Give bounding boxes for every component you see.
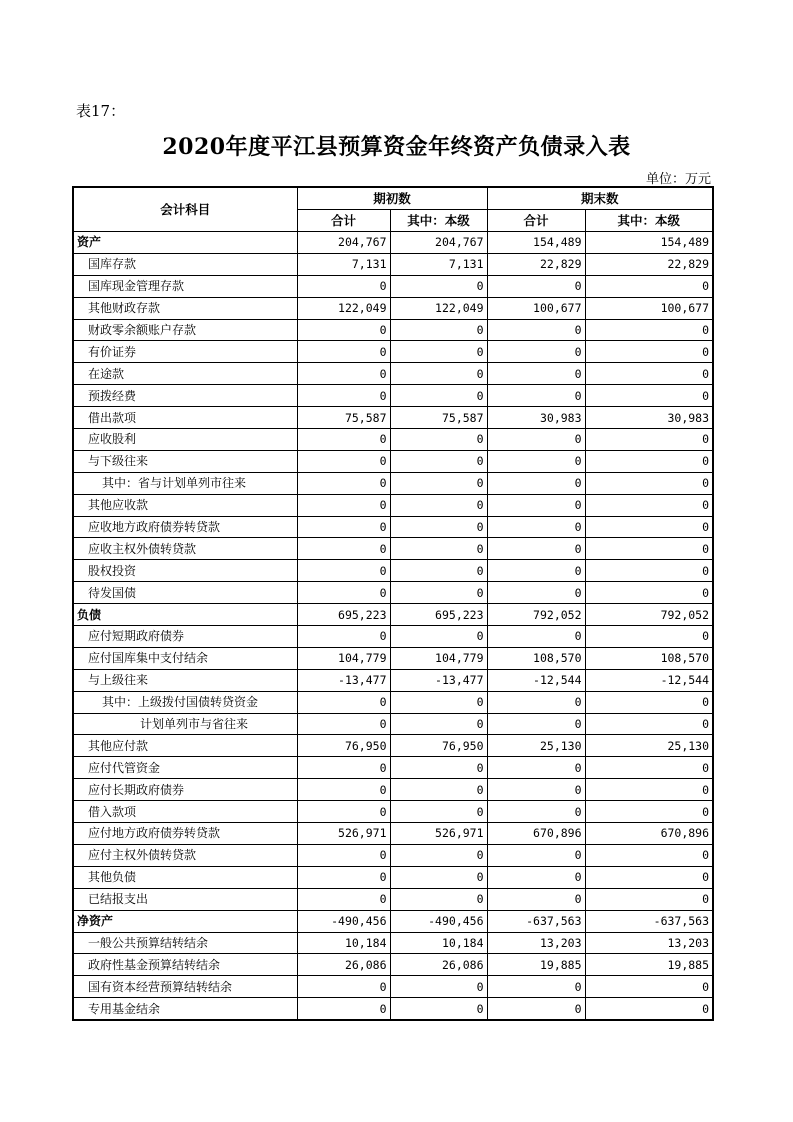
- table-row: [73, 450, 713, 472]
- row-label: 应付长期政府债券: [73, 779, 297, 801]
- table-row: [73, 779, 713, 801]
- closing-total-cell: 0: [487, 341, 585, 363]
- row-label: 国库现金管理存款: [73, 275, 297, 297]
- row-label: 与下级往来: [73, 450, 297, 472]
- row-label: 应收股利: [73, 429, 297, 451]
- opening-of-which-cell: -13,477: [390, 669, 487, 691]
- table-row: [73, 385, 713, 407]
- closing-of-which-cell: 0: [585, 516, 713, 538]
- closing-total-cell: 0: [487, 319, 585, 341]
- closing-total-cell: 0: [487, 779, 585, 801]
- opening-of-which-cell: 104,779: [390, 647, 487, 669]
- closing-of-which-cell: 0: [585, 779, 713, 801]
- closing-of-which-cell: 0: [585, 582, 713, 604]
- table-row: [73, 647, 713, 669]
- closing-of-which-cell: 0: [585, 976, 713, 998]
- row-label: 其中：上级拨付国债转贷资金: [73, 691, 297, 713]
- opening-of-which-cell: 0: [390, 363, 487, 385]
- row-label: 政府性基金预算结转结余: [73, 954, 297, 976]
- closing-total-cell: 0: [487, 691, 585, 713]
- opening-total-cell: 0: [297, 560, 390, 582]
- table-row: [73, 757, 713, 779]
- opening-of-which-cell: 0: [390, 976, 487, 998]
- opening-of-which-cell: 0: [390, 538, 487, 560]
- opening-total-cell: 0: [297, 844, 390, 866]
- opening-total-cell: 695,223: [297, 604, 390, 626]
- closing-total-cell: -12,544: [487, 669, 585, 691]
- opening-of-which-cell: 0: [390, 450, 487, 472]
- closing-of-which-cell: 0: [585, 801, 713, 823]
- closing-total-cell: 0: [487, 757, 585, 779]
- opening-of-which-cell: 0: [390, 275, 487, 297]
- row-label: 与上级往来: [73, 669, 297, 691]
- table-row: [73, 582, 713, 604]
- closing-of-which-cell: 0: [585, 429, 713, 451]
- closing-of-which-cell: 22,829: [585, 253, 713, 275]
- opening-of-which-cell: 0: [390, 494, 487, 516]
- opening-of-which-cell: 0: [390, 341, 487, 363]
- closing-of-which-cell: 0: [585, 538, 713, 560]
- table-row: [73, 341, 713, 363]
- opening-total-cell: 0: [297, 275, 390, 297]
- opening-total-cell: 0: [297, 429, 390, 451]
- table-row: [73, 516, 713, 538]
- closing-of-which-cell: -12,544: [585, 669, 713, 691]
- page-title: 2020年度平江县预算资金年终资产负债录入表: [162, 134, 631, 160]
- row-label: 净资产: [73, 910, 297, 932]
- table-row: [73, 888, 713, 910]
- table-row: [73, 253, 713, 275]
- opening-of-which-cell: 0: [390, 757, 487, 779]
- closing-total-cell: 0: [487, 844, 585, 866]
- opening-of-which-cell: 0: [390, 472, 487, 494]
- opening-total-cell: 7,131: [297, 253, 390, 275]
- row-label: 应付短期政府债券: [73, 626, 297, 648]
- closing-total-cell: 0: [487, 560, 585, 582]
- closing-of-which-cell: 0: [585, 691, 713, 713]
- table-row: [73, 713, 713, 735]
- closing-of-which-cell: 0: [585, 319, 713, 341]
- table-row: [73, 932, 713, 954]
- closing-total-cell: 0: [487, 998, 585, 1020]
- opening-of-which-cell: -490,456: [390, 910, 487, 932]
- row-label: 专用基金结余: [73, 998, 297, 1020]
- closing-total-cell: 13,203: [487, 932, 585, 954]
- opening-total-cell: 0: [297, 691, 390, 713]
- opening-of-which-cell: 0: [390, 713, 487, 735]
- header-opening: 期初数: [297, 187, 487, 210]
- table-row: [73, 626, 713, 648]
- table-row: [73, 472, 713, 494]
- row-label: 待发国债: [73, 582, 297, 604]
- closing-total-cell: 22,829: [487, 253, 585, 275]
- table-row: [73, 297, 713, 319]
- closing-total-cell: 30,983: [487, 407, 585, 429]
- opening-of-which-cell: 76,950: [390, 735, 487, 757]
- table-row: [73, 538, 713, 560]
- table-row: [73, 866, 713, 888]
- table-body: [73, 232, 713, 1021]
- header-closing: 期末数: [487, 187, 713, 210]
- opening-of-which-cell: 26,086: [390, 954, 487, 976]
- closing-total-cell: 108,570: [487, 647, 585, 669]
- closing-of-which-cell: 25,130: [585, 735, 713, 757]
- opening-total-cell: 526,971: [297, 823, 390, 845]
- closing-of-which-cell: 0: [585, 385, 713, 407]
- row-label: 其中：省与计划单列市往来: [73, 472, 297, 494]
- table-row: [73, 407, 713, 429]
- header-closing-total: 合计: [487, 210, 585, 232]
- balance-sheet-table: [72, 186, 714, 1021]
- opening-of-which-cell: 0: [390, 998, 487, 1020]
- table-row: [73, 844, 713, 866]
- closing-of-which-cell: 0: [585, 844, 713, 866]
- closing-of-which-cell: 0: [585, 363, 713, 385]
- table-row: [73, 823, 713, 845]
- closing-of-which-cell: 0: [585, 866, 713, 888]
- closing-total-cell: 0: [487, 801, 585, 823]
- closing-total-cell: -637,563: [487, 910, 585, 932]
- unit-label: 单位：万元: [645, 172, 711, 187]
- closing-of-which-cell: 13,203: [585, 932, 713, 954]
- table-row: [73, 998, 713, 1020]
- opening-of-which-cell: 0: [390, 582, 487, 604]
- opening-of-which-cell: 0: [390, 691, 487, 713]
- closing-total-cell: 0: [487, 275, 585, 297]
- table-row: [73, 429, 713, 451]
- opening-of-which-cell: 0: [390, 560, 487, 582]
- table-row: [73, 669, 713, 691]
- opening-of-which-cell: 75,587: [390, 407, 487, 429]
- closing-total-cell: 0: [487, 472, 585, 494]
- opening-of-which-cell: 0: [390, 626, 487, 648]
- closing-total-cell: 0: [487, 450, 585, 472]
- closing-of-which-cell: 0: [585, 757, 713, 779]
- closing-of-which-cell: 154,489: [585, 232, 713, 254]
- row-label: 已结报支出: [73, 888, 297, 910]
- closing-of-which-cell: 0: [585, 494, 713, 516]
- table-row: [73, 560, 713, 582]
- header-opening-total: 合计: [297, 210, 390, 232]
- closing-of-which-cell: 0: [585, 472, 713, 494]
- table-number: 表17：: [76, 102, 126, 120]
- opening-total-cell: 0: [297, 998, 390, 1020]
- closing-of-which-cell: 0: [585, 560, 713, 582]
- row-label: 资产: [73, 232, 297, 254]
- table-row: [73, 275, 713, 297]
- opening-total-cell: -490,456: [297, 910, 390, 932]
- table-row: [73, 735, 713, 757]
- row-label: 应付地方政府债券转贷款: [73, 823, 297, 845]
- row-label: 应收主权外债转贷款: [73, 538, 297, 560]
- opening-of-which-cell: 204,767: [390, 232, 487, 254]
- row-label: 计划单列市与省往来: [73, 713, 297, 735]
- closing-total-cell: 0: [487, 713, 585, 735]
- opening-of-which-cell: 7,131: [390, 253, 487, 275]
- opening-total-cell: 76,950: [297, 735, 390, 757]
- opening-total-cell: -13,477: [297, 669, 390, 691]
- header-opening-of-which: 其中：本级: [390, 210, 487, 232]
- closing-total-cell: 100,677: [487, 297, 585, 319]
- opening-of-which-cell: 0: [390, 801, 487, 823]
- opening-of-which-cell: 0: [390, 844, 487, 866]
- row-label: 应收地方政府债券转贷款: [73, 516, 297, 538]
- closing-total-cell: 0: [487, 494, 585, 516]
- closing-total-cell: 0: [487, 363, 585, 385]
- row-label: 借入款项: [73, 801, 297, 823]
- opening-total-cell: 75,587: [297, 407, 390, 429]
- closing-total-cell: 0: [487, 976, 585, 998]
- opening-of-which-cell: 0: [390, 429, 487, 451]
- closing-of-which-cell: 0: [585, 275, 713, 297]
- opening-of-which-cell: 0: [390, 385, 487, 407]
- closing-of-which-cell: 30,983: [585, 407, 713, 429]
- closing-of-which-cell: 0: [585, 998, 713, 1020]
- row-label: 应付主权外债转贷款: [73, 844, 297, 866]
- header-subject: 会计科目: [73, 187, 297, 232]
- closing-of-which-cell: 792,052: [585, 604, 713, 626]
- opening-total-cell: 0: [297, 626, 390, 648]
- row-label: 借出款项: [73, 407, 297, 429]
- opening-of-which-cell: 526,971: [390, 823, 487, 845]
- closing-of-which-cell: 0: [585, 450, 713, 472]
- row-label: 应付代管资金: [73, 757, 297, 779]
- closing-of-which-cell: 0: [585, 888, 713, 910]
- opening-total-cell: 0: [297, 757, 390, 779]
- closing-of-which-cell: 0: [585, 713, 713, 735]
- opening-total-cell: 0: [297, 516, 390, 538]
- opening-total-cell: 122,049: [297, 297, 390, 319]
- opening-of-which-cell: 695,223: [390, 604, 487, 626]
- table-row: [73, 910, 713, 932]
- opening-of-which-cell: 0: [390, 888, 487, 910]
- table-row: [73, 319, 713, 341]
- closing-of-which-cell: -637,563: [585, 910, 713, 932]
- opening-of-which-cell: 0: [390, 516, 487, 538]
- closing-of-which-cell: 0: [585, 341, 713, 363]
- opening-total-cell: 0: [297, 888, 390, 910]
- closing-of-which-cell: 108,570: [585, 647, 713, 669]
- row-label: 应付国库集中支付结余: [73, 647, 297, 669]
- closing-total-cell: 0: [487, 582, 585, 604]
- closing-total-cell: 154,489: [487, 232, 585, 254]
- opening-total-cell: 0: [297, 472, 390, 494]
- closing-of-which-cell: 19,885: [585, 954, 713, 976]
- row-label: 负债: [73, 604, 297, 626]
- closing-total-cell: 0: [487, 626, 585, 648]
- opening-total-cell: 10,184: [297, 932, 390, 954]
- opening-total-cell: 0: [297, 363, 390, 385]
- row-label: 其他负债: [73, 866, 297, 888]
- closing-total-cell: 0: [487, 866, 585, 888]
- header-closing-of-which: 其中：本级: [585, 210, 713, 232]
- opening-total-cell: 26,086: [297, 954, 390, 976]
- opening-total-cell: 0: [297, 801, 390, 823]
- closing-of-which-cell: 100,677: [585, 297, 713, 319]
- closing-total-cell: 0: [487, 516, 585, 538]
- closing-total-cell: 792,052: [487, 604, 585, 626]
- table-row: [73, 691, 713, 713]
- row-label: 其他财政存款: [73, 297, 297, 319]
- table-row: [73, 976, 713, 998]
- opening-total-cell: 0: [297, 385, 390, 407]
- row-label: 国库存款: [73, 253, 297, 275]
- table-row: [73, 954, 713, 976]
- row-label: 其他应收款: [73, 494, 297, 516]
- opening-total-cell: 0: [297, 494, 390, 516]
- opening-total-cell: 0: [297, 450, 390, 472]
- opening-total-cell: 0: [297, 976, 390, 998]
- opening-of-which-cell: 10,184: [390, 932, 487, 954]
- opening-total-cell: 104,779: [297, 647, 390, 669]
- opening-of-which-cell: 0: [390, 866, 487, 888]
- row-label: 有价证券: [73, 341, 297, 363]
- closing-total-cell: 0: [487, 538, 585, 560]
- table-row: [73, 363, 713, 385]
- row-label: 国有资本经营预算结转结余: [73, 976, 297, 998]
- row-label: 财政零余额账户存款: [73, 319, 297, 341]
- opening-of-which-cell: 122,049: [390, 297, 487, 319]
- opening-total-cell: 204,767: [297, 232, 390, 254]
- closing-total-cell: 0: [487, 385, 585, 407]
- opening-total-cell: 0: [297, 319, 390, 341]
- closing-total-cell: 0: [487, 429, 585, 451]
- table-row: [73, 232, 713, 254]
- closing-total-cell: 19,885: [487, 954, 585, 976]
- row-label: 股权投资: [73, 560, 297, 582]
- row-label: 一般公共预算结转结余: [73, 932, 297, 954]
- table-row: [73, 801, 713, 823]
- row-label: 其他应付款: [73, 735, 297, 757]
- opening-total-cell: 0: [297, 713, 390, 735]
- closing-total-cell: 25,130: [487, 735, 585, 757]
- opening-total-cell: 0: [297, 779, 390, 801]
- table-row: [73, 604, 713, 626]
- row-label: 预拨经费: [73, 385, 297, 407]
- opening-of-which-cell: 0: [390, 779, 487, 801]
- closing-total-cell: 0: [487, 888, 585, 910]
- closing-total-cell: 670,896: [487, 823, 585, 845]
- closing-of-which-cell: 0: [585, 626, 713, 648]
- opening-total-cell: 0: [297, 538, 390, 560]
- opening-of-which-cell: 0: [390, 319, 487, 341]
- row-label: 在途款: [73, 363, 297, 385]
- opening-total-cell: 0: [297, 866, 390, 888]
- opening-total-cell: 0: [297, 582, 390, 604]
- opening-total-cell: 0: [297, 341, 390, 363]
- closing-of-which-cell: 670,896: [585, 823, 713, 845]
- table-row: [73, 494, 713, 516]
